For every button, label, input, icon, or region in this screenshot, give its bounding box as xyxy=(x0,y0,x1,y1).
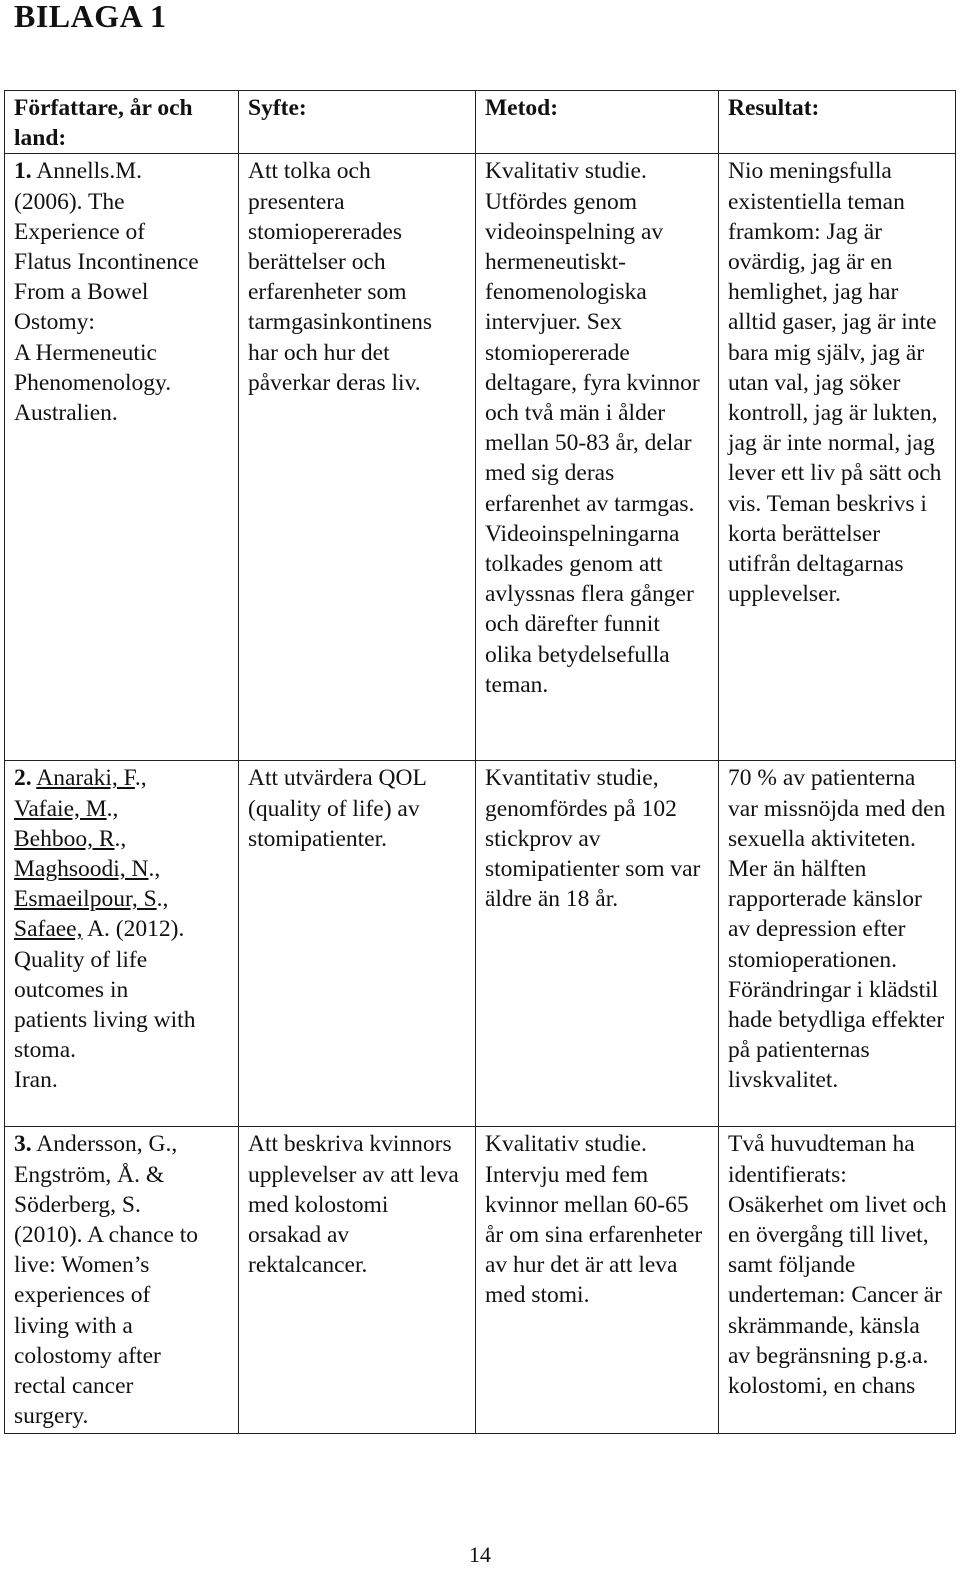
author-link[interactable]: Behboo, R xyxy=(14,825,115,852)
author-line-9: rectal cancer xyxy=(14,1373,134,1400)
table-row xyxy=(5,1127,956,1434)
author-line-1 xyxy=(14,156,230,186)
author-line-10: surgery. xyxy=(14,1403,89,1430)
column-header-aim: Syfte: xyxy=(239,91,476,154)
study-number: 3. xyxy=(14,1131,32,1158)
author-separator: ., xyxy=(106,795,119,822)
author-link[interactable]: Anaraki, F xyxy=(36,765,135,792)
author-line-11: Iran. xyxy=(14,1067,58,1094)
method-cell: Kvalitativ studie. Intervju med fem kvinnor mellan 60-65 år om sina erfarenheter av hur det är att leva med stomi. xyxy=(476,1127,719,1434)
author-line-6: experiences of xyxy=(14,1282,151,1309)
method-cell: Kvalitativ studie. Utfördes genom videoinspelning av hermeneutiskt-fenomenologiska intervjuer. Sex stomiopererade deltagare, fyra kvinnor och två män i ålder mellan 50-83 år, delar med sig deras erfarenhet av tarmgas. Videoinspelningarna tolkades genom att avlyssnas flera gånger och därefter funnit olika betydelsefulla teman. xyxy=(476,154,719,761)
author-text: Andersson, G., xyxy=(36,1131,178,1158)
result-cell: Två huvudteman ha identifierats: Osäkerhet om livet och en övergång till livet, samt följande underteman: Cancer är skrämmande, känsla av begränsning p.g.a. kolostomi, en chans xyxy=(719,1127,956,1434)
author-line-3: Experience of xyxy=(14,218,146,245)
page-heading: BILAGA 1 xyxy=(14,0,167,34)
author-line-8: Phenomenology. xyxy=(14,369,172,396)
author-line-3 xyxy=(14,824,230,854)
author-line-10: stoma. xyxy=(14,1037,77,1064)
author-line-7: living with a xyxy=(14,1312,133,1339)
page-number: 14 xyxy=(469,1542,491,1567)
author-line-9: patients living with xyxy=(14,1007,196,1034)
author-separator: ., xyxy=(148,856,161,883)
column-header-result: Resultat: xyxy=(719,91,956,154)
author-line-8: colostomy after xyxy=(14,1342,161,1369)
study-number: 2. xyxy=(14,765,32,792)
author-line-4: (2010). A chance to xyxy=(14,1222,199,1249)
author-separator: ., xyxy=(134,765,147,792)
study-number: 1. xyxy=(14,158,32,185)
author-line-5: live: Women’s xyxy=(14,1252,150,1279)
author-line-5 xyxy=(14,884,230,914)
author-cell xyxy=(5,1127,239,1434)
aim-cell: Att tolka och presentera stomiopererades berättelser och erfarenheter som tarmgasinkontinens har och hur det påverkar deras liv. xyxy=(239,154,476,761)
author-line-8: outcomes in xyxy=(14,976,129,1003)
author-separator: ., xyxy=(114,825,127,852)
author-cell xyxy=(5,154,239,761)
table-header-row xyxy=(5,91,956,154)
column-header-author: Författare, år och land: xyxy=(5,91,239,154)
author-line-7: A Hermeneutic xyxy=(14,339,157,366)
result-cell: 70 % av patienterna var missnöjda med den sexuella aktiviteten. Mer än hälften rapporterade känslor av depression efter stomioperationen. Förändringar i klädstil hade betydliga effekter på patienternas livskvalitet. xyxy=(719,761,956,1127)
author-line-7: Quality of life xyxy=(14,946,148,973)
author-line-2: Engström, Å. & xyxy=(14,1161,165,1188)
studies-table xyxy=(4,90,956,1434)
result-cell: Nio meningsfulla existentiella teman framkom: Jag är ovärdig, jag är en hemlighet, jag har alltid gaser, jag är inte bara mig själv, jag är utan val, jag söker kontroll, jag är lukten, jag är inte normal, jag lever ett liv på sätt och vis. Teman beskrivs i korta berättelser utifrån deltagarnas upplevelser. xyxy=(719,154,956,761)
author-cell xyxy=(5,761,239,1127)
author-line-2: (2006). The xyxy=(14,188,125,215)
author-line-1 xyxy=(14,1129,230,1159)
author-separator: ., xyxy=(156,886,169,913)
table-row xyxy=(5,761,956,1127)
table-row xyxy=(5,154,956,761)
author-line-5: From a Bowel xyxy=(14,279,149,306)
author-separator: A. (2012). xyxy=(82,916,185,943)
author-line-3: Söderberg, S. xyxy=(14,1191,141,1218)
author-line-1 xyxy=(14,763,230,793)
author-text: Annells.M. xyxy=(36,158,142,185)
author-link[interactable]: Vafaie, M xyxy=(14,795,107,822)
author-line-4 xyxy=(14,854,230,884)
author-line-6: Ostomy: xyxy=(14,309,95,336)
author-line-6 xyxy=(14,914,230,944)
author-line-9: Australien. xyxy=(14,400,118,427)
aim-cell: Att beskriva kvinnors upplevelser av att leva med kolostomi orsakad av rektalcancer. xyxy=(239,1127,476,1434)
aim-cell: Att utvärdera QOL (quality of life) av stomipatienter. xyxy=(239,761,476,1127)
author-line-4: Flatus Incontinence xyxy=(14,249,199,276)
method-cell: Kvantitativ studie, genomfördes på 102 stickprov av stomipatienter som var äldre än 18 år. xyxy=(476,761,719,1127)
author-link[interactable]: Safaee, xyxy=(14,916,83,943)
author-link[interactable]: Esmaeilpour, S xyxy=(14,886,157,913)
author-link[interactable]: Maghsoodi, N xyxy=(14,856,149,883)
column-header-method: Metod: xyxy=(476,91,719,154)
author-line-2 xyxy=(14,794,230,824)
